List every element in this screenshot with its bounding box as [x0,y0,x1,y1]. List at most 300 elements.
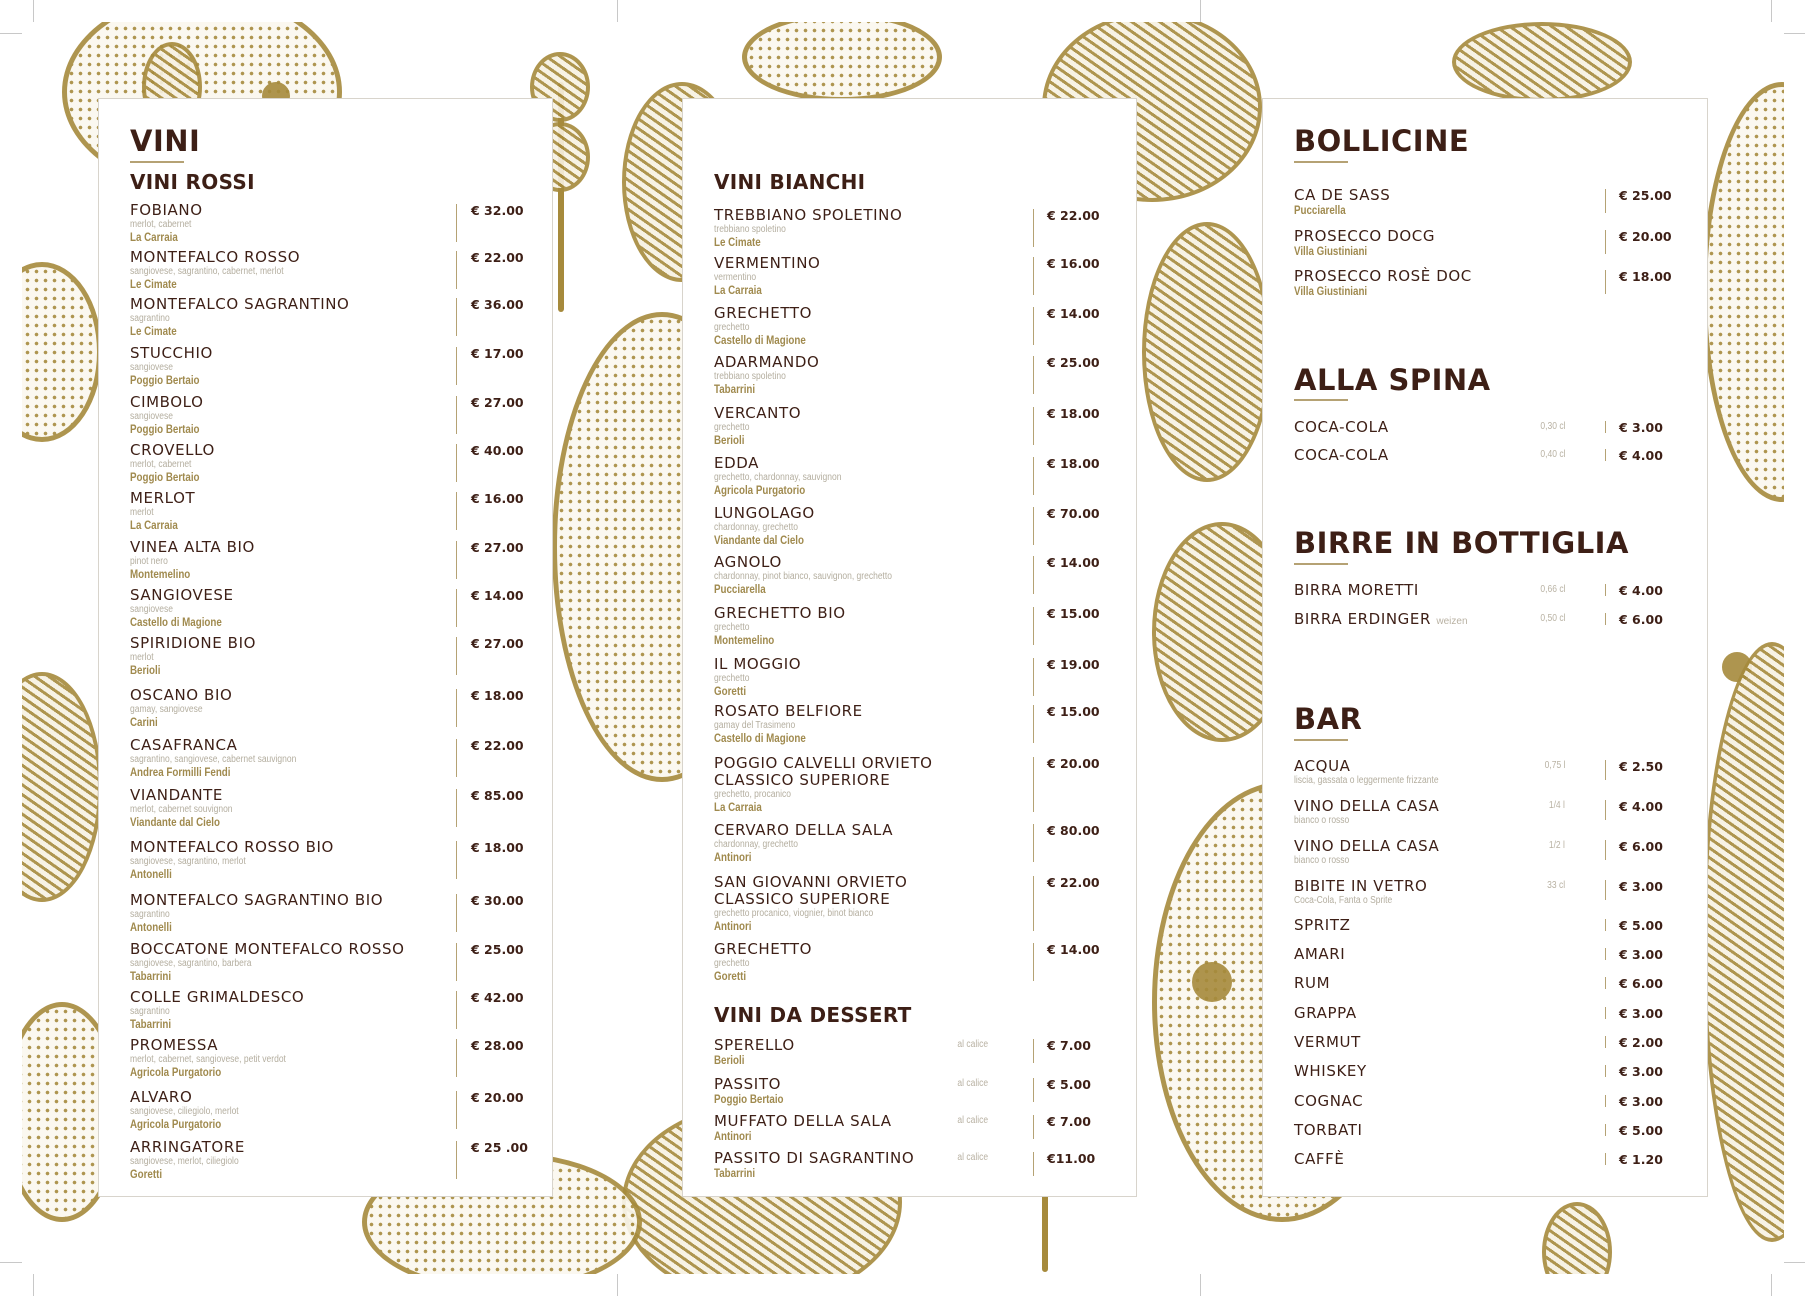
price-divider [456,689,457,727]
menu-item [1294,946,1707,963]
item-name: MONTEFALCO ROSSO BIO [130,838,334,856]
price-divider [1033,307,1034,345]
item-producer: La Carraia [714,285,762,297]
item-name: RUM [1294,974,1331,992]
item-name: SAN GIOVANNI ORVIETO [714,873,908,891]
bread-illustration [22,672,102,902]
menu-item [130,941,552,984]
steak-illustration [1452,22,1632,102]
item-producer: Castello di Magione [714,733,806,745]
item-price: € 25 .00 [471,1140,528,1155]
item-price: € 22.00 [471,738,524,753]
item-name: CASAFRANCA [130,736,238,754]
menu-item [1294,798,1707,827]
item-name: IL MOGGIO [714,655,802,673]
menu-item [714,305,1136,348]
item-name: GRECHETTO [714,940,813,958]
price-divider [1033,607,1034,645]
item-grapes: merlot [130,652,154,663]
price-divider [1033,943,1034,981]
item-producer: Viandante dal Cielo [714,535,804,547]
item-price: € 15.00 [1047,704,1100,719]
item-name: CAFFÈ [1294,1150,1345,1168]
item-name: COGNAC [1294,1092,1364,1110]
crop-mark [1771,1274,1772,1296]
price-divider [1033,1115,1034,1139]
price-divider [1033,757,1034,812]
menu-item [714,656,1136,699]
menu-item [1294,447,1707,464]
item-name: TORBATI [1294,1121,1363,1139]
menu-item [1294,611,1707,630]
item-name: VERMUT [1294,1033,1361,1051]
item-grapes: sangiovese [130,362,174,373]
menu-item [130,787,552,830]
item-price: € 20.00 [1619,229,1672,244]
item-name: PROSECCO ROSÈ DOC [1294,267,1472,285]
item-price: € 3.00 [1619,1006,1663,1021]
menu-item [714,255,1136,298]
menu-item [130,249,552,292]
item-grapes: chardonnay, grechetto [714,522,798,533]
item-producer: Antinori [714,921,752,933]
price-divider [456,894,457,932]
title-underline [1294,399,1348,401]
item-name: MONTEFALCO SAGRANTINO [130,295,350,313]
price-divider [456,396,457,434]
menu-item [714,1076,1136,1107]
item-name: BIBITE IN VETRO [1294,877,1428,895]
item-name: ALVARO [130,1088,193,1106]
menu-item [130,539,552,582]
item-quantity: 0,66 cl [1539,584,1565,595]
menu-item [714,354,1136,397]
burger-illustration [22,262,102,442]
item-grapes: grechetto, chardonnay, sauvignon [714,472,842,483]
item-price: € 30.00 [471,893,524,908]
item-grapes: pinot nero [130,556,168,567]
section-title-vini-da-dessert: VINI DA DESSERT [714,1003,912,1027]
price-divider [456,251,457,289]
fold-mark [1200,1274,1201,1296]
item-name: PASSITO [714,1075,781,1093]
item-name: CA DE SASS [1294,186,1391,204]
price-divider [1033,507,1034,545]
item-grapes: sagrantino [130,1006,170,1017]
item-price: € 27.00 [471,395,524,410]
menu-item [130,202,552,245]
item-grapes: sagrantino, sangiovese, cabernet sauvignon [130,754,297,765]
price-divider [1605,230,1606,254]
item-price: € 85.00 [471,788,524,803]
menu-item [130,345,552,388]
menu-item [130,635,552,678]
price-divider [1033,407,1034,445]
item-name: GRAPPA [1294,1004,1357,1022]
item-name: BIRRA ERDINGER weizen [1294,610,1468,628]
price-divider [1033,1152,1034,1176]
price-divider [456,1039,457,1077]
item-price: € 18.00 [1619,269,1672,284]
item-note: Coca-Cola, Fanta o Sprite [1294,895,1393,906]
title-underline [1294,563,1348,565]
item-name: ARRINGATORE [130,1138,245,1156]
item-price: € 18.00 [471,840,524,855]
title-underline [1294,739,1348,741]
section-title-vini-rossi: VINI ROSSI [130,170,255,194]
menu-item [130,587,552,630]
price-divider [1033,876,1034,931]
item-name: PASSITO DI SAGRANTINO [714,1149,915,1167]
item-name: BIRRA MORETTI [1294,581,1419,599]
item-price: € 1.20 [1619,1152,1663,1167]
price-divider [1605,270,1606,294]
skewer-illustration [1542,1202,1612,1274]
menu-item [714,505,1136,548]
item-price: € 3.00 [1619,1094,1663,1109]
section-title-alla-spina: ALLA SPINA [1294,363,1491,397]
tomato-illustration [1192,962,1232,1002]
item-price: € 22.00 [1047,875,1100,890]
item-quantity: 1/2 l [1548,840,1565,851]
menu-item [1294,975,1707,992]
price-divider [1033,556,1034,594]
item-price: € 36.00 [471,297,524,312]
item-quantity: al calice [957,1078,988,1089]
item-price: €11.00 [1047,1151,1096,1166]
item-quantity: 0,30 cl [1539,421,1565,432]
item-grapes: grechetto [714,422,750,433]
price-divider [456,991,457,1029]
price-divider [1033,356,1034,394]
menu-item [714,207,1136,250]
item-price: € 32.00 [471,203,524,218]
item-grapes: grechetto [714,322,750,333]
price-divider [1033,1078,1034,1102]
item-producer: Montemelino [714,635,775,647]
price-divider [1033,705,1034,743]
item-grapes: gamay del Trasimeno [714,720,796,731]
price-divider [456,841,457,879]
price-divider [456,298,457,336]
price-divider [456,789,457,827]
item-name: GRECHETTO [714,304,813,322]
item-quantity: 1/4 l [1548,800,1565,811]
price-divider [1033,457,1034,495]
item-producer: La Carraia [714,802,762,814]
item-grapes: sangiovese [130,411,174,422]
price-divider [1605,584,1606,596]
crop-mark [33,1274,34,1296]
item-price: € 20.00 [1047,756,1100,771]
item-price: € 18.00 [1047,456,1100,471]
panel-drinks [1262,98,1708,1197]
item-price: € 6.00 [1619,839,1663,854]
pizza-illustration [1702,82,1784,502]
price-divider [456,637,457,675]
item-producer: Poggio Bertaio [130,472,200,484]
item-name: OSCANO BIO [130,686,233,704]
item-price: € 4.00 [1619,583,1663,598]
item-producer: Le Cimate [130,326,177,338]
price-divider [1605,421,1606,433]
item-producer: Antinori [714,1131,752,1143]
item-grapes: chardonnay, grechetto [714,839,798,850]
menu-item [130,737,552,780]
item-grapes: sangiovese [130,604,174,615]
item-producer: Antonelli [130,869,172,881]
item-note: bianco o rosso [1294,815,1350,826]
item-producer: Villa Giustiniani [1294,286,1368,298]
item-price: € 18.00 [1047,406,1100,421]
item-quantity: 0,40 cl [1539,449,1565,460]
crop-mark [0,1262,22,1263]
item-producer: La Carraia [130,232,178,244]
item-price: € 2.00 [1619,1035,1663,1050]
menu-item [714,1037,1136,1068]
item-name: POGGIO CALVELLI ORVIETO [714,754,933,772]
menu-item [714,1150,1136,1181]
item-grapes: merlot, cabernet souvignon [130,804,233,815]
item-grapes: merlot, cabernet, sangiovese, petit verdot [130,1054,286,1065]
price-divider [1605,1007,1606,1019]
item-price: € 14.00 [471,588,524,603]
item-name: MONTEFALCO SAGRANTINO BIO [130,891,384,909]
item-producer: La Carraia [130,520,178,532]
item-producer: Antonelli [130,922,172,934]
price-divider [456,589,457,627]
item-grapes: grechetto [714,958,750,969]
item-producer: Poggio Bertaio [714,1094,784,1106]
item-quantity: 33 cl [1547,880,1565,891]
item-name: CROVELLO [130,441,215,459]
item-name: SPERELLO [714,1036,795,1054]
item-name: SPRITZ [1294,916,1351,934]
item-producer: Agricola Purgatorio [714,485,806,497]
item-price: € 19.00 [1047,657,1100,672]
item-price: € 25.00 [471,942,524,957]
item-price: € 4.00 [1619,799,1663,814]
item-name: MERLOT [130,489,196,507]
menu-item [714,822,1136,865]
item-price: € 16.00 [471,491,524,506]
item-price: € 7.00 [1047,1038,1091,1053]
item-grapes: grechetto procanico, viognier, binot bianco [714,908,874,919]
item-name: ACQUA [1294,757,1351,775]
item-producer: Goretti [714,971,747,983]
item-grapes: grechetto [714,622,750,633]
item-name: COLLE GRIMALDESCO [130,988,305,1006]
item-name: GRECHETTO BIO [714,604,846,622]
menu-item [714,605,1136,648]
section-title-vini-bianchi: VINI BIANCHI [714,170,866,194]
menu-item [714,755,1136,815]
menu-item [714,554,1136,597]
price-divider [1605,613,1606,625]
item-grapes: merlot, cabernet [130,459,192,470]
item-price: € 3.00 [1619,947,1663,962]
item-producer: Le Cimate [714,237,761,249]
item-producer: Le Cimate [130,279,177,291]
item-producer: Agricola Purgatorio [130,1119,222,1131]
menu-item [1294,1151,1707,1168]
item-name: WHISKEY [1294,1062,1367,1080]
menu-item [1294,838,1707,867]
item-price: € 17.00 [471,346,524,361]
item-price: € 14.00 [1047,555,1100,570]
item-name: FOBIANO [130,201,203,219]
page-title-vini: VINI [130,124,201,158]
price-divider [1605,1065,1606,1077]
price-divider [1605,760,1606,780]
item-producer: Berioli [714,1055,745,1067]
item-producer: Tabarrini [714,1168,756,1180]
price-divider [1605,449,1606,461]
menu-item [714,1113,1136,1144]
item-name: PROMESSA [130,1036,219,1054]
item-producer: Goretti [130,1169,163,1181]
item-producer: Tabarrini [130,971,172,983]
item-price: € 5.00 [1619,918,1663,933]
chicken-illustration [1142,222,1272,482]
item-producer: Goretti [714,686,747,698]
item-price: € 14.00 [1047,306,1100,321]
item-quantity: 0,50 cl [1539,613,1565,624]
item-price: € 2.50 [1619,759,1663,774]
menu-item [130,989,552,1032]
item-quantity: al calice [957,1039,988,1050]
item-grapes: grechetto [714,673,750,684]
item-price: € 6.00 [1619,612,1663,627]
item-price: € 18.00 [471,688,524,703]
menu-item [714,874,1136,934]
item-quantity: al calice [957,1115,988,1126]
sandwich-illustration [1702,642,1784,1242]
item-name: VERCANTO [714,404,802,422]
item-price: € 27.00 [471,636,524,651]
crop-mark [1783,1262,1805,1263]
menu-item [1294,917,1707,934]
menu-item [130,490,552,533]
item-grapes: sagrantino [130,313,170,324]
item-variant: weizen [1436,616,1468,627]
item-name: VINO DELLA CASA [1294,837,1440,855]
item-grapes: trebbiano spoletino [714,224,786,235]
menu-item [1294,1122,1707,1139]
item-name: EDDA [714,454,759,472]
price-divider [1033,257,1034,295]
item-name: STUCCHIO [130,344,213,362]
menu-item [1294,1063,1707,1080]
item-price: € 20.00 [471,1090,524,1105]
item-name: COCA-COLA [1294,418,1389,436]
item-producer: Poggio Bertaio [130,424,200,436]
item-producer: Pucciarella [714,584,766,596]
price-divider [1033,658,1034,696]
title-underline [130,161,184,163]
item-name: MONTEFALCO ROSSO [130,248,301,266]
crop-mark [1771,0,1772,22]
item-grapes: sangiovese, ciliegiolo, merlot [130,1106,239,1117]
menu-item [130,1089,552,1132]
item-name: VIANDANTE [130,786,223,804]
menu-item [1294,187,1707,218]
menu-item [130,1037,552,1080]
crop-mark [0,33,22,34]
price-divider [1033,1039,1034,1063]
item-price: € 5.00 [1619,1123,1663,1138]
price-divider [456,444,457,482]
price-divider [456,739,457,777]
item-grapes: sangiovese, merlot, ciliegiolo [130,1156,239,1167]
item-price: € 3.00 [1619,420,1663,435]
item-name: MUFFATO DELLA SALA [714,1112,892,1130]
item-price: € 7.00 [1047,1114,1091,1129]
price-divider [1605,1095,1606,1107]
item-price: € 16.00 [1047,256,1100,271]
item-quantity: al calice [957,1152,988,1163]
item-name: SANGIOVESE [130,586,234,604]
item-producer: Andrea Formilli Fendi [130,767,231,779]
menu-item [1294,1093,1707,1110]
item-price: € 42.00 [471,990,524,1005]
item-price: € 25.00 [1619,188,1672,203]
item-price: € 3.00 [1619,1064,1663,1079]
item-name: CERVARO DELLA SALA [714,821,894,839]
price-divider [1605,1036,1606,1048]
item-grapes: grechetto, procanico [714,789,792,800]
menu-item [130,1139,552,1182]
price-divider [1605,919,1606,931]
menu-item [130,394,552,437]
price-divider [1605,880,1606,900]
item-name: BOCCATONE MONTEFALCO ROSSO [130,940,405,958]
item-grapes: trebbiano spoletino [714,371,786,382]
item-name: AGNOLO [714,553,782,571]
item-name-line2: CLASSICO SUPERIORE [714,890,891,908]
section-title-bollicine: BOLLICINE [1294,124,1470,158]
item-price: € 22.00 [471,250,524,265]
item-grapes: sangiovese, sagrantino, cabernet, merlot [130,266,284,277]
item-name: CIMBOLO [130,393,204,411]
item-producer: Poggio Bertaio [130,375,200,387]
item-grapes: merlot [130,507,154,518]
item-grapes: vermentino [714,272,757,283]
item-producer: Berioli [130,665,161,677]
menu-item [1294,1034,1707,1051]
item-price: € 25.00 [1047,355,1100,370]
item-producer: Agricola Purgatorio [130,1067,222,1079]
item-producer: Pucciarella [1294,205,1346,217]
item-name: VINO DELLA CASA [1294,797,1440,815]
item-price: € 70.00 [1047,506,1100,521]
title-underline [1294,161,1348,163]
item-price: € 3.00 [1619,879,1663,894]
section-title-birre-in-bottiglia: BIRRE IN BOTTIGLIA [1294,526,1629,560]
price-divider [456,492,457,530]
menu-item [1294,228,1707,259]
price-divider [456,1141,457,1179]
item-name: COCA-COLA [1294,446,1389,464]
item-producer: Castello di Magione [714,335,806,347]
price-divider [456,1091,457,1129]
item-producer: Tabarrini [130,1019,172,1031]
price-divider [1605,800,1606,820]
item-name: ADARMANDO [714,353,820,371]
item-price: € 22.00 [1047,208,1100,223]
item-quantity: 0,75 l [1544,760,1565,771]
item-price: € 14.00 [1047,942,1100,957]
